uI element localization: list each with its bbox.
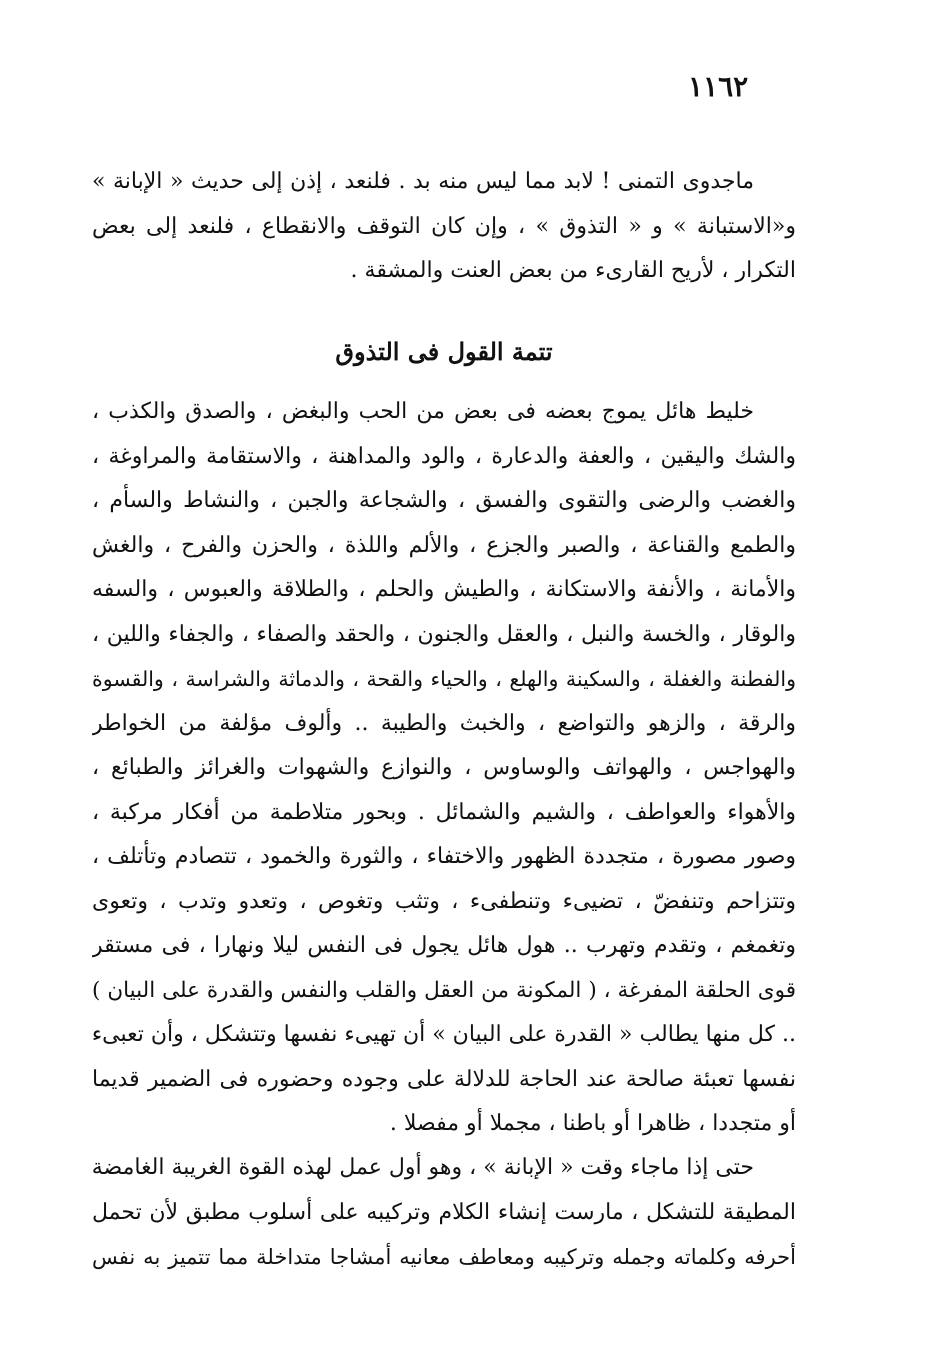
text-line: والأهواء والعواطف ، والشيم والشمائل . وبحور متلاطمة من أفكار مركبة ، <box>92 799 796 825</box>
page-number: ١١٦٢ <box>688 70 749 103</box>
text-line: أحرفه وكلماته وجمله وتركيبه ومعاطف معانيه أمشاجا متداخلة مما تتميز به نفس <box>92 1245 796 1269</box>
text-line: قوى الحلقة المفرغة ، ( المكونة من العقل والقلب والنفس والقدرة على البيان ) <box>92 977 796 1003</box>
text-line: والأمانة ، والأنفة والاستكانة ، والطيش والحلم ، والطلاقة والعبوس ، والسفه <box>92 577 796 602</box>
section-heading: تتمة القول فى التذوق <box>335 337 553 366</box>
text-line: نفسها تعبئة صالحة عند الحاجة للدلالة على وجوده وحضوره فى الضمير قديما <box>92 1066 796 1092</box>
text-line: خليط هائل يموج بعضه فى بعض من الحب والبغض ، والصدق والكذب ، <box>92 399 754 424</box>
text-line: والوقار ، والخسة والنبل ، والعقل والجنون ، والحقد والصفاء ، والجفاء واللين ، <box>92 621 796 647</box>
text-line: والغضب والرضى والتقوى والفسق ، والشجاعة والجبن ، والنشاط والسأم ، <box>92 488 796 513</box>
text-line: المطيقة للتشكل ، مارست إنشاء الكلام وتركيبه على أسلوب مطبق لأن تحمل <box>92 1199 796 1225</box>
text-line: التكرار ، لأريح القارىء من بعض العنت والمشقة . <box>350 258 796 283</box>
text-line: والطمع والقناعة ، والصبر والجزع ، والألم واللذة ، والحزن والفرح ، والغش <box>92 532 796 558</box>
text-line: حتى إذا ماجاء وقت « الإبانة » ، وهو أول عمل لهذه القوة الغريبة الغامضة <box>92 1155 754 1180</box>
text-line: والهواجس ، والهواتف والوساوس ، والنوازع والشهوات والغرائز والطبائع ، <box>92 755 796 780</box>
text-line: والفطنة والغفلة ، والسكينة والهلع ، والحياء والقحة ، والدماثة والشراسة ، والقسوة <box>92 667 796 691</box>
text-line: أو متجددا ، ظاهرا أو باطنا ، مجملا أو مفصلا . <box>389 1111 796 1136</box>
text-line: .. كل منها يطالب « القدرة على البيان » أن تهيىء نفسها وتتشكل ، وأن تعبىء <box>92 1022 796 1047</box>
text-line: وصور مصورة ، متجددة الظهور والاختفاء ، والثورة والخمود ، تتصادم وتأتلف ، <box>92 844 796 869</box>
paragraph-main <box>92 390 796 1147</box>
text-line: وتغمغم ، وتقدم وتهرب .. هول هائل يجول فى النفس ليلا ونهارا ، فى مستقر <box>92 933 796 958</box>
paragraph-continued <box>92 1146 796 1280</box>
text-line: ماجدوى التمنى ! لابد مما ليس منه بد . فلنعد ، إذن إلى حديث « الإبانة » <box>92 169 754 194</box>
text-line: والشك واليقين ، والعفة والدعارة ، والود والمداهنة ، والاستقامة والمراوغة ، <box>92 443 796 469</box>
text-line: والرقة ، والزهو والتواضع ، والخبث والطيبة .. وألوف مؤلفة من الخواطر <box>92 710 796 736</box>
paragraph-intro <box>92 160 796 294</box>
text-line: وتتزاحم وتنفضّ ، تضيىء وتنطفىء ، وتثب وتغوص ، وتعدو وتدب ، وتعوى <box>92 888 796 914</box>
text-line: و«الاستبانة » و « التذوق » ، وإن كان التوقف والانقطاع ، فلنعد إلى بعض <box>92 213 796 239</box>
